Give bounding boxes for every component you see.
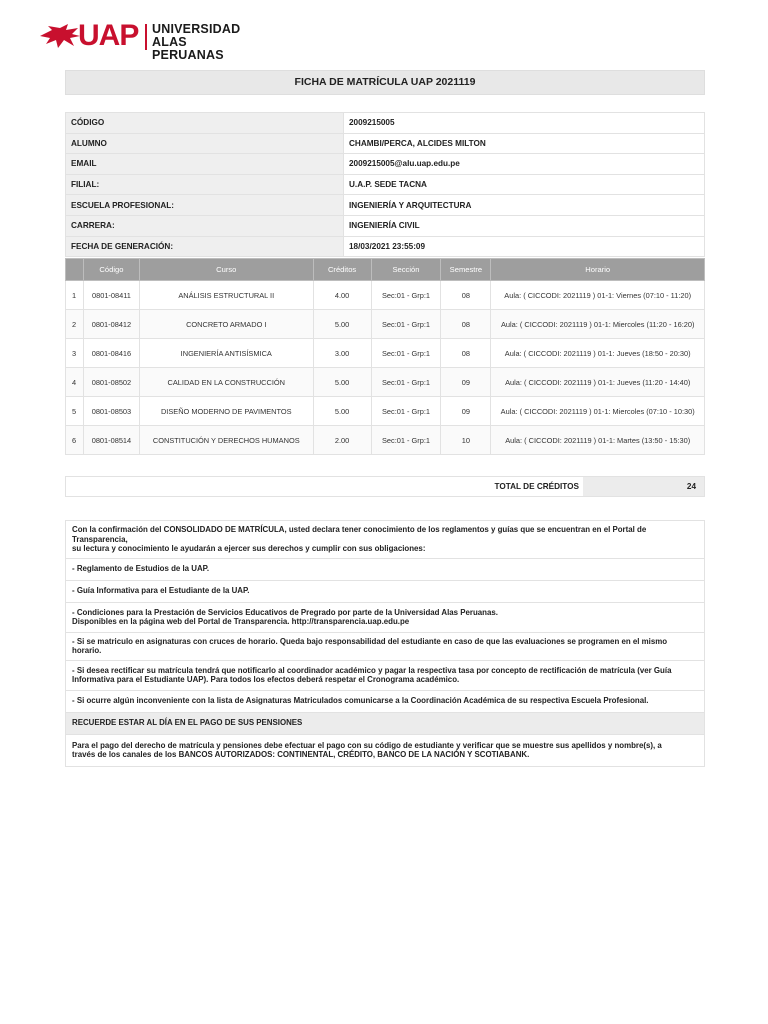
course-code: 0801-08416 [83, 339, 139, 368]
note-text: - Condiciones para la Prestación de Servicios Educativos de Pregrado por parte de la Universidad Alas Peruanas. Disponibles en la página web del Portal de Transparencia. http://transparencia.uap.edu.pe [66, 602, 705, 632]
logo-divider [145, 24, 147, 50]
note-row [66, 521, 705, 559]
course-credits: 4.00 [313, 281, 371, 310]
course-name: CALIDAD EN LA CONSTRUCCIÓN [139, 368, 313, 397]
col-header-section: Sección [371, 259, 441, 281]
note-text: Con la confirmación del CONSOLIDADO DE MATRÍCULA, usted declara tener conocimiento de los reglamentos y guías que se encuentran en el Portal de Transparencia, su lectura y conocimiento le ayudarán a ejercer sus derechos y cumplir con sus obligaciones: [66, 521, 705, 559]
course-row [66, 281, 705, 310]
info-value: 18/03/2021 23:55:09 [344, 236, 705, 257]
note-row [66, 660, 705, 690]
page-title: FICHA DE MATRÍCULA UAP 2021119 [65, 70, 705, 95]
note-text: - Si se matriculo en asignaturas con cruces de horario. Queda bajo responsabilidad del estudiante en caso de que las evaluaciones se programen en el mismo horario. [66, 632, 705, 660]
total-credits-label: TOTAL DE CRÉDITOS [494, 482, 579, 491]
note-row [66, 558, 705, 580]
note-text: - Guía Informativa para el Estudiante de la UAP. [66, 580, 705, 602]
course-index: 2 [66, 310, 84, 339]
course-schedule: Aula: ( CICCODI: 2021119 ) 01-1: Viernes (07:10 - 11:20) [491, 281, 705, 310]
col-header-credits: Créditos [313, 259, 371, 281]
info-value: CHAMBI/PERCA, ALCIDES MILTON [344, 133, 705, 154]
courses-table [65, 258, 705, 455]
course-code: 0801-08514 [83, 426, 139, 455]
course-code: 0801-08412 [83, 310, 139, 339]
logo-university-name [152, 23, 248, 62]
course-semester: 08 [441, 339, 491, 368]
course-credits: 5.00 [313, 397, 371, 426]
course-credits: 5.00 [313, 310, 371, 339]
course-schedule: Aula: ( CICCODI: 2021119 ) 01-1: Martes (13:50 - 15:30) [491, 426, 705, 455]
info-row [66, 154, 705, 175]
course-schedule: Aula: ( CICCODI: 2021119 ) 01-1: Miercoles (07:10 - 10:30) [491, 397, 705, 426]
info-label: CÓDIGO [66, 113, 344, 134]
pension-reminder: RECUERDE ESTAR AL DÍA EN EL PAGO DE SUS PENSIONES [66, 712, 705, 734]
uap-logo [38, 18, 248, 62]
info-value: INGENIERÍA Y ARQUITECTURA [344, 195, 705, 216]
note-row [66, 580, 705, 602]
logo-uap-text: UAP [78, 19, 139, 52]
info-label: ESCUELA PROFESIONAL: [66, 195, 344, 216]
course-credits: 3.00 [313, 339, 371, 368]
course-code: 0801-08411 [83, 281, 139, 310]
note-text: - Reglamento de Estudios de la UAP. [66, 558, 705, 580]
note-row [66, 734, 705, 766]
logo-line-1: UNIVERSIDAD [152, 22, 241, 36]
course-name: CONCRETO ARMADO I [139, 310, 313, 339]
course-section: Sec:01 - Grp:1 [371, 310, 441, 339]
info-row [66, 236, 705, 257]
course-name: CONSTITUCIÓN Y DERECHOS HUMANOS [139, 426, 313, 455]
info-row [66, 174, 705, 195]
course-section: Sec:01 - Grp:1 [371, 339, 441, 368]
course-semester: 08 [441, 281, 491, 310]
eagle-icon [38, 22, 82, 52]
course-row [66, 368, 705, 397]
total-credits [65, 476, 705, 497]
info-label: ALUMNO [66, 133, 344, 154]
course-index: 1 [66, 281, 84, 310]
course-credits: 2.00 [313, 426, 371, 455]
course-section: Sec:01 - Grp:1 [371, 368, 441, 397]
info-label: FECHA DE GENERACIÓN: [66, 236, 344, 257]
note-row [66, 690, 705, 712]
course-section: Sec:01 - Grp:1 [371, 397, 441, 426]
info-value: U.A.P. SEDE TACNA [344, 174, 705, 195]
course-row [66, 426, 705, 455]
course-name: DISEÑO MODERNO DE PAVIMENTOS [139, 397, 313, 426]
info-value: INGENIERÍA CIVIL [344, 215, 705, 236]
courses-header-row [66, 259, 705, 281]
course-section: Sec:01 - Grp:1 [371, 281, 441, 310]
course-name: INGENIERÍA ANTISÍSMICA [139, 339, 313, 368]
course-section: Sec:01 - Grp:1 [371, 426, 441, 455]
course-code: 0801-08502 [83, 368, 139, 397]
info-row [66, 215, 705, 236]
info-label: EMAIL [66, 154, 344, 175]
course-credits: 5.00 [313, 368, 371, 397]
course-semester: 09 [441, 368, 491, 397]
info-row [66, 195, 705, 216]
note-text: - Si desea rectificar su matrícula tendrá que notificarlo al coordinador académico y pagar la respectiva tasa por concepto de rectificación de matrícula (ver Guía Informativa para el Estudiante UAP). Para todos los efectos deberá respetar el Cronograma académico. [66, 660, 705, 690]
course-row [66, 339, 705, 368]
info-row [66, 133, 705, 154]
col-header-code: Código [83, 259, 139, 281]
note-row [66, 602, 705, 632]
logo-line-2: ALAS PERUANAS [152, 35, 224, 62]
info-row [66, 113, 705, 134]
course-semester: 09 [441, 397, 491, 426]
info-label: FILIAL: [66, 174, 344, 195]
course-code: 0801-08503 [83, 397, 139, 426]
course-schedule: Aula: ( CICCODI: 2021119 ) 01-1: Jueves (11:20 - 14:40) [491, 368, 705, 397]
info-label: CARRERA: [66, 215, 344, 236]
course-index: 5 [66, 397, 84, 426]
course-schedule: Aula: ( CICCODI: 2021119 ) 01-1: Jueves (18:50 - 20:30) [491, 339, 705, 368]
course-index: 4 [66, 368, 84, 397]
note-text: - Si ocurre algún inconveniente con la lista de Asignaturas Matriculados comunicarse a la Coordinación Académica de su respectiva Escuela Profesional. [66, 690, 705, 712]
course-semester: 08 [441, 310, 491, 339]
course-index: 6 [66, 426, 84, 455]
course-semester: 10 [441, 426, 491, 455]
course-schedule: Aula: ( CICCODI: 2021119 ) 01-1: Miercoles (11:20 - 16:20) [491, 310, 705, 339]
student-info-table [65, 112, 705, 257]
col-header-schedule: Horario [491, 259, 705, 281]
col-header-index [66, 259, 84, 281]
course-row [66, 397, 705, 426]
notes-table [65, 520, 705, 767]
course-index: 3 [66, 339, 84, 368]
note-text: Para el pago del derecho de matrícula y pensiones debe efectuar el pago con su código de estudiante y verificar que se muestre sus apellidos y nombre(s), a través de los canales de los BANCOS AUTORIZADOS: CONTINENTAL, CRÉDITO, BANCO DE LA NACIÓN Y SCOTIABANK. [66, 734, 705, 766]
info-value: 2009215005@alu.uap.edu.pe [344, 154, 705, 175]
note-row [66, 712, 705, 734]
col-header-course: Curso [139, 259, 313, 281]
course-name: ANÁLISIS ESTRUCTURAL II [139, 281, 313, 310]
info-value: 2009215005 [344, 113, 705, 134]
total-credits-value: 24 [583, 477, 704, 496]
course-row [66, 310, 705, 339]
note-row [66, 632, 705, 660]
col-header-semester: Semestre [441, 259, 491, 281]
